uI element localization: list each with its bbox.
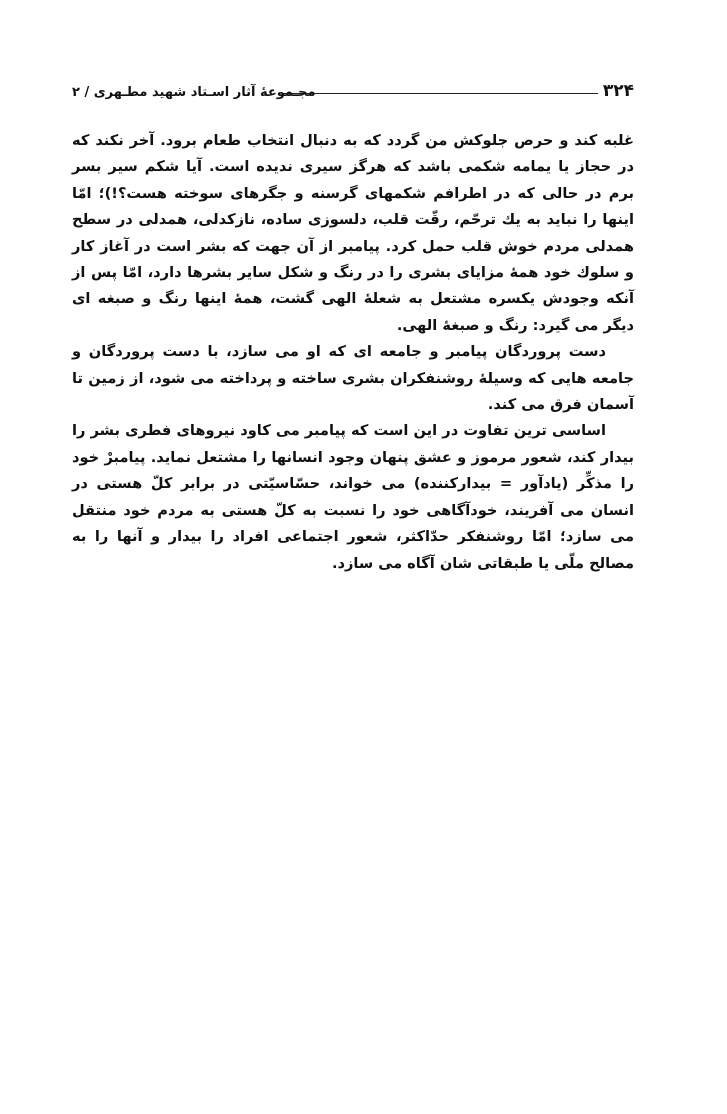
body-text bbox=[72, 128, 634, 577]
paragraph-2: دست پروردگان پیامبر و جامعه ای که او می سازد، با دست پروردگان و جامعه هایی که وسیلهٔ روشنفکران بشری ساخته و پرداخته می شود، از زمین تا آسمان فرق می کند. bbox=[72, 343, 634, 414]
page-number: ۳۲۴ bbox=[602, 81, 634, 101]
paragraph-1: غلبه کند و حرص جلوکش من گردد که به دنبال انتخاب طعام برود. آخر نکند که در حجاز یا یمامه شکمی باشد که هرگز سیری ندیده است. آیا شکم سیر بسر برم در حالی که در اطرافم شکمهای گرسنه و جگرهای سوخته هست؟!)؛ امّا اینها را نباید به یك ترحّم، رقّت قلب، دلسوزی ساده، نازکدلی، همدلی در سطح همدلی مردم خوش قلب حمل کرد. پیامبر از آن جهت که بشر است در آغاز کار و سلوك خود همهٔ مزایای بشری را در رنگ و شکل سایر بشرها دارد، امّا پس از آنکه وجودش یکسره مشتعل به شعلهٔ الهی گشت، همهٔ اینها رنگ و صبغه ای دیگر می گیرد: رنگ و صبغهٔ الهی. bbox=[72, 132, 634, 334]
header-rule bbox=[282, 93, 598, 94]
paragraph-3: اساسی ترین تفاوت در این است که پیامبر می کاود نیروهای فطری بشر را بیدار کند، شعور مرموز و عشق پنهان وجود انسانها را مشتعل نماید. پیامبرْ خود را مذکِّر (یادآور = بیدارکننده) می خواند، حسّاسیّتی در برابر کلّ هستی در انسان می آفریند، خودآگاهی خود را نسبت به کلّ هستی به مردم خود منتقل می سازد؛ امّا روشنفکر حدّاکثر، شعور اجتماعی افراد را بیدار و آنها را به مصالح ملّی یا طبقاتی شان آگاه می سازد. bbox=[72, 422, 634, 572]
series-title: مجـموعهٔ آثار اسـتاد شهید مطـهری / ۲ bbox=[72, 85, 316, 100]
running-header bbox=[72, 78, 634, 106]
